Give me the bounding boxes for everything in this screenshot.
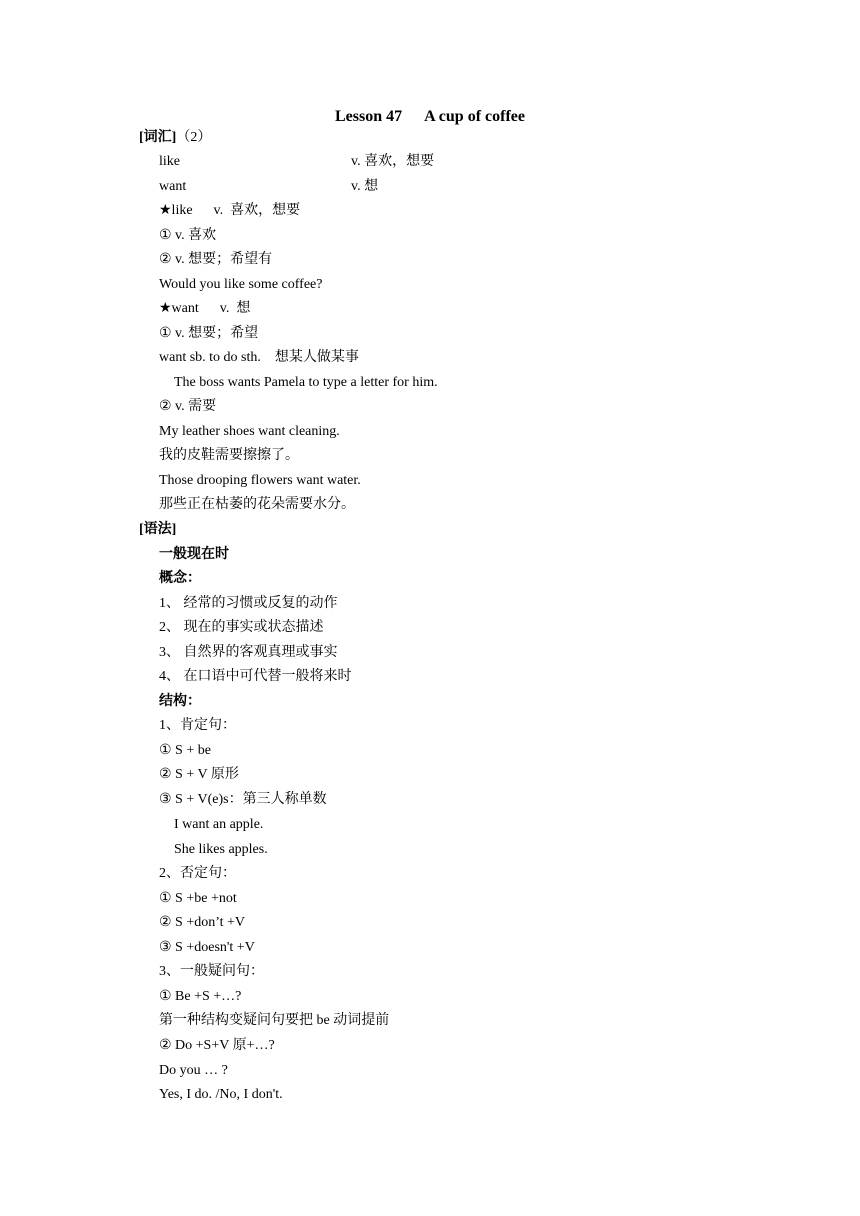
vocab-word: like [159, 154, 180, 169]
grammar-topic: 一般现在时 [159, 547, 229, 562]
vocab-row [159, 178, 186, 196]
vocab-heading [139, 129, 211, 147]
structure-line: ② Do +S+V 原+…? [159, 1038, 275, 1053]
vocab-line: ★want v. 想 [159, 301, 251, 316]
vocab-line: ① v. 想要；希望 [159, 326, 259, 341]
concept-item: 1、 经常的习惯或反复的动作 [159, 596, 338, 611]
structure-line: ① S + be [159, 743, 211, 758]
structure-example: Do you … ? [159, 1063, 228, 1078]
lesson-name: A cup of coffee [424, 108, 525, 125]
structure-line: ③ S +doesn't +V [159, 940, 255, 955]
structure-line: 3、一般疑问句： [159, 964, 264, 979]
vocab-example: Would you like some coffee? [159, 277, 323, 292]
vocab-translation: 我的皮鞋需要擦擦了。 [159, 448, 299, 463]
vocab-example: Those drooping flowers want water. [159, 473, 361, 488]
concept-label: 概念： [159, 571, 201, 586]
concept-item: 3、 自然界的客观真理或事实 [159, 645, 338, 660]
vocab-example: My leather shoes want cleaning. [159, 424, 340, 439]
vocab-heading-suffix: （2） [176, 130, 212, 145]
structure-line: ② S + V 原形 [159, 767, 239, 782]
vocab-translation: 那些正在枯萎的花朵需要水分。 [159, 497, 355, 512]
vocab-line: ② v. 想要；希望有 [159, 252, 273, 267]
vocab-definition: v. 想 [351, 179, 379, 194]
lesson-number: Lesson 47 [335, 108, 403, 125]
structure-line: 2、否定句： [159, 866, 236, 881]
vocab-definition: v. 喜欢，想要 [351, 154, 435, 169]
vocab-line: ① v. 喜欢 [159, 228, 217, 243]
structure-example: I want an apple. [174, 817, 264, 832]
vocab-line: ② v. 需要 [159, 399, 217, 414]
structure-note: 第一种结构变疑问句要把 be 动词提前 [159, 1013, 390, 1028]
structure-line: ② S +don’t +V [159, 915, 246, 930]
concept-item: 4、 在口语中可代替一般将来时 [159, 669, 352, 684]
structure-line: 1、肯定句： [159, 718, 236, 733]
vocab-word: want [159, 179, 187, 194]
structure-example: She likes apples. [174, 842, 268, 857]
vocab-row [159, 153, 180, 171]
structure-line: ① S +be +not [159, 891, 237, 906]
structure-line: ① Be +S +…? [159, 989, 242, 1004]
lesson-title [0, 108, 860, 126]
vocab-line: ★like v. 喜欢，想要 [159, 203, 301, 218]
structure-example: Yes, I do. /No, I don't. [159, 1087, 283, 1102]
vocab-example: The boss wants Pamela to type a letter for him. [174, 375, 438, 390]
vocab-line: want sb. to do sth. 想某人做某事 [159, 350, 359, 365]
grammar-heading: [语法] [139, 522, 177, 537]
structure-line: ③ S + V(e)s：第三人称单数 [159, 792, 327, 807]
vocab-heading-label: [词汇] [139, 130, 177, 145]
concept-item: 2、 现在的事实或状态描述 [159, 620, 324, 635]
structure-label: 结构： [159, 694, 201, 709]
